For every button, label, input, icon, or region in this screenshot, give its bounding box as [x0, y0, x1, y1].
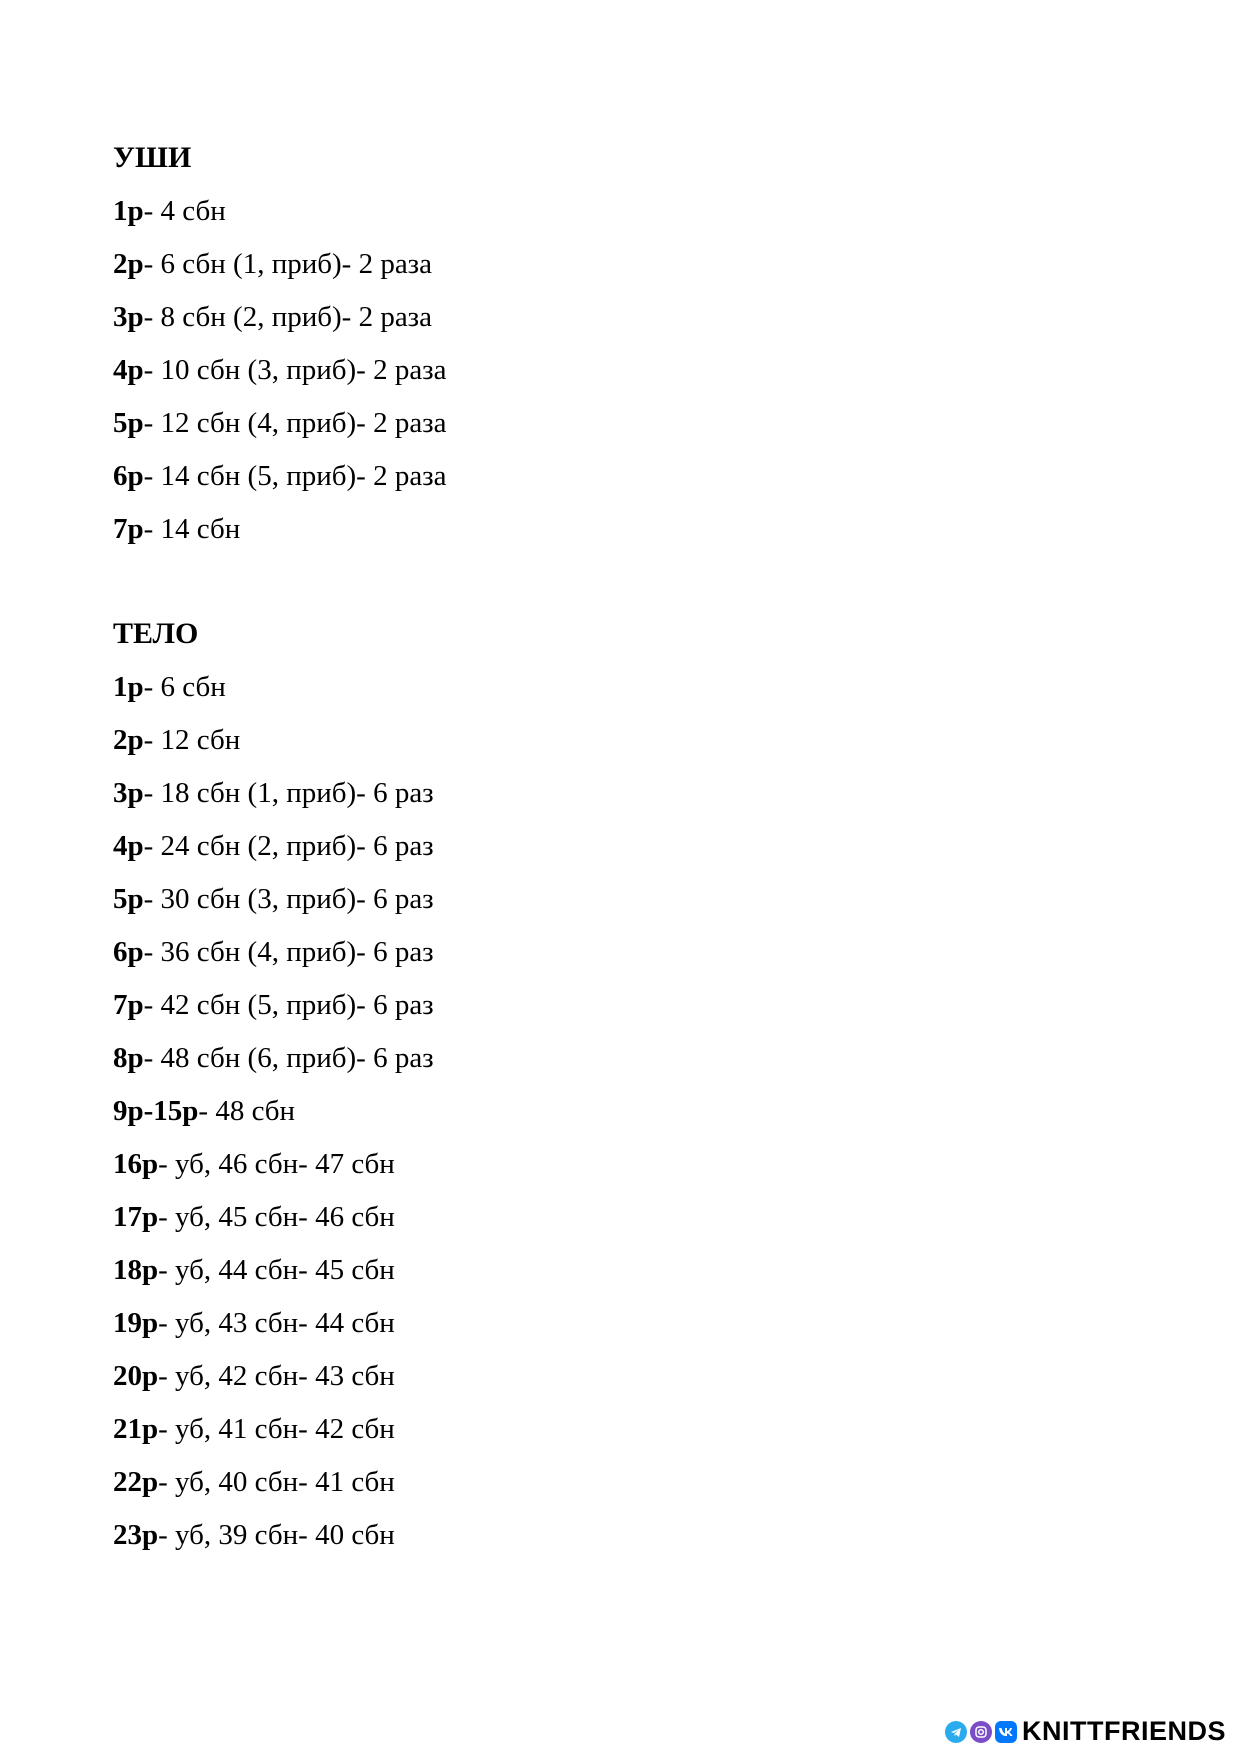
pattern-row: [113, 352, 447, 388]
row-number: 1р: [113, 671, 144, 703]
pattern-row: [113, 299, 447, 335]
row-text: - 12 сбн: [143, 724, 241, 756]
row-text: - уб, 43 сбн- 44 сбн: [158, 1307, 395, 1339]
row-number: 6р: [113, 460, 144, 492]
pattern-row: [113, 1146, 434, 1182]
row-text: - 48 сбн (6, приб)- 6 раз: [143, 1042, 434, 1074]
footer-brand: [945, 1716, 1226, 1747]
pattern-row: [113, 1464, 434, 1500]
row-text: - 6 сбн: [143, 671, 226, 703]
row-text: - 10 сбн (3, приб)- 2 раза: [143, 354, 447, 386]
row-text: - 30 сбн (3, приб)- 6 раз: [143, 883, 434, 915]
row-text: - 12 сбн (4, приб)- 2 раза: [143, 407, 447, 439]
row-number: 16р: [113, 1148, 159, 1180]
row-number: 8р: [113, 1042, 144, 1074]
vk-icon: [995, 1721, 1017, 1743]
pattern-row: [113, 669, 434, 705]
row-text: - уб, 45 сбн- 46 сбн: [158, 1201, 395, 1233]
row-text: - уб, 46 сбн- 47 сбн: [158, 1148, 395, 1180]
row-number: 17р: [113, 1201, 159, 1233]
section-body: [113, 616, 434, 1570]
row-text: - 4 сбн: [143, 195, 226, 227]
row-text: - 48 сбн: [198, 1095, 296, 1127]
pattern-row: [113, 1252, 434, 1288]
row-number: 3р: [113, 301, 144, 333]
row-number: 2р: [113, 248, 144, 280]
pattern-row: [113, 405, 447, 441]
row-text: - 18 сбн (1, приб)- 6 раз: [143, 777, 434, 809]
section-heading-body: ТЕЛО: [113, 617, 199, 650]
pattern-row: [113, 775, 434, 811]
brand-logo-text: KNITTFRIENDS: [1022, 1716, 1226, 1746]
row-text: - 24 сбн (2, приб)- 6 раз: [143, 830, 434, 862]
pattern-row: [113, 828, 434, 864]
row-number: 4р: [113, 830, 144, 862]
row-text: - уб, 42 сбн- 43 сбн: [158, 1360, 395, 1392]
pattern-row: [113, 881, 434, 917]
row-number: 6р: [113, 936, 144, 968]
row-number: 18р: [113, 1254, 159, 1286]
row-number: 5р: [113, 407, 144, 439]
row-text: - 6 сбн (1, приб)- 2 раза: [143, 248, 433, 280]
row-number: 21р: [113, 1413, 159, 1445]
row-number: 23р: [113, 1519, 159, 1551]
pattern-row: [113, 1411, 434, 1447]
row-number: 9р-15р: [113, 1095, 199, 1127]
row-number: 1р: [113, 195, 144, 227]
row-text: - 42 сбн (5, приб)- 6 раз: [143, 989, 434, 1021]
pattern-row: [113, 934, 434, 970]
row-number: 7р: [113, 989, 144, 1021]
pattern-row: [113, 1199, 434, 1235]
pattern-row: [113, 1305, 434, 1341]
pattern-row: [113, 193, 447, 229]
row-number: 20р: [113, 1360, 159, 1392]
row-number: 7р: [113, 513, 144, 545]
instagram-icon: [970, 1721, 992, 1743]
row-text: - 14 сбн (5, приб)- 2 раза: [143, 460, 447, 492]
pattern-row: [113, 246, 447, 282]
row-text: - уб, 41 сбн- 42 сбн: [158, 1413, 395, 1445]
row-number: 5р: [113, 883, 144, 915]
pattern-row: [113, 1040, 434, 1076]
pattern-row: [113, 1358, 434, 1394]
pattern-row: [113, 1517, 434, 1553]
pattern-row: [113, 987, 434, 1023]
row-number: 2р: [113, 724, 144, 756]
row-text: - 14 сбн: [143, 513, 241, 545]
row-number: 19р: [113, 1307, 159, 1339]
row-text: - 36 сбн (4, приб)- 6 раз: [143, 936, 434, 968]
row-text: - уб, 39 сбн- 40 сбн: [158, 1519, 395, 1551]
row-text: - уб, 40 сбн- 41 сбн: [158, 1466, 395, 1498]
row-number: 3р: [113, 777, 144, 809]
pattern-row: [113, 511, 447, 547]
pattern-row: [113, 1093, 434, 1129]
section-heading-ears: УШИ: [113, 141, 192, 174]
row-number: 22р: [113, 1466, 159, 1498]
row-text: - уб, 44 сбн- 45 сбн: [158, 1254, 395, 1286]
telegram-icon: [945, 1721, 967, 1743]
row-text: - 8 сбн (2, приб)- 2 раза: [143, 301, 433, 333]
pattern-row: [113, 458, 447, 494]
pattern-row: [113, 722, 434, 758]
section-ears: [113, 140, 447, 564]
row-number: 4р: [113, 354, 144, 386]
